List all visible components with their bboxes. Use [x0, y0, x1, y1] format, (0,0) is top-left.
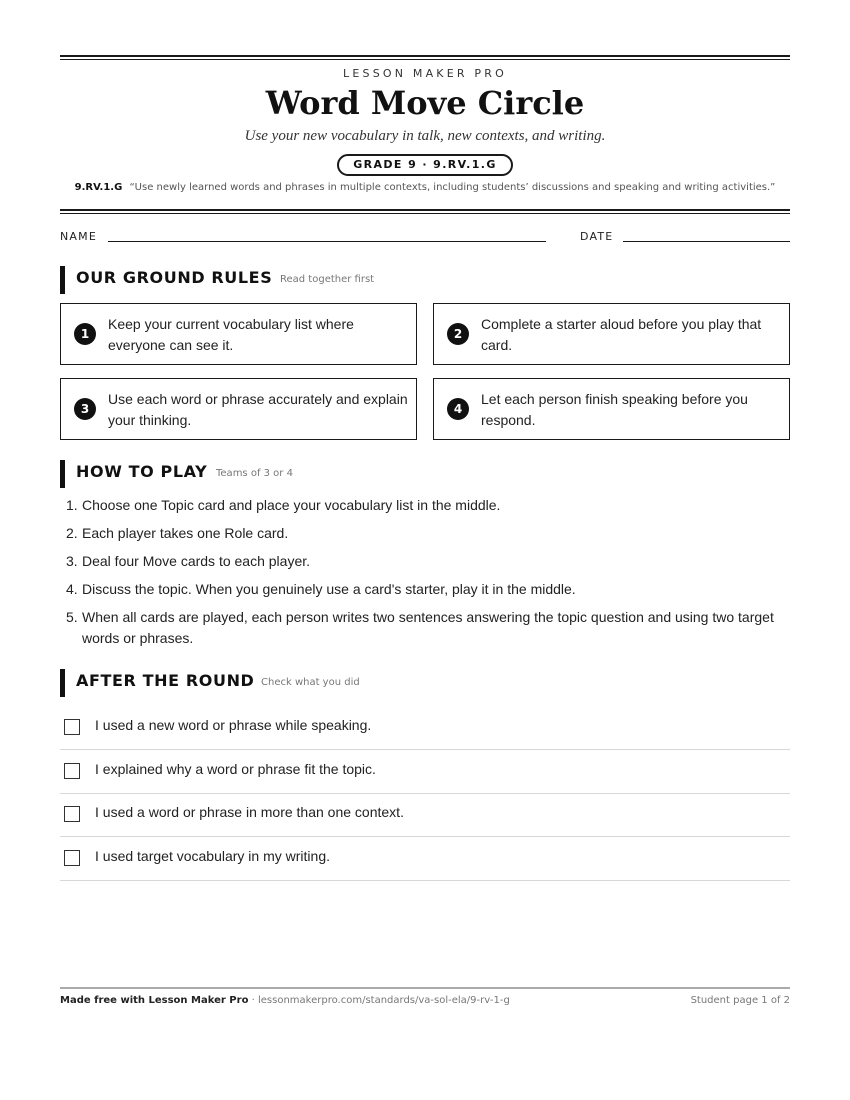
step-number: 4.	[66, 581, 78, 597]
rule-text: Use each word or phrase accurately and explain your thinking.	[108, 391, 408, 428]
checklist-text: I used a word or phrase in more than one context.	[95, 804, 404, 820]
checklist-text: I used target vocabulary in my writing.	[95, 848, 330, 864]
step-item	[60, 551, 790, 572]
after-round-header	[60, 669, 790, 697]
page-title: Word Move Circle	[265, 84, 585, 122]
rule-card-1	[60, 303, 417, 365]
rule-text: Let each person finish speaking before you respond.	[481, 391, 748, 428]
grade-pill-wrap	[60, 153, 790, 176]
rule-text: Complete a starter aloud before you play that card.	[481, 316, 762, 353]
brand-label: LESSON MAKER PRO	[343, 67, 507, 80]
footer-page-number: Student page 1 of 2	[690, 995, 790, 1006]
checklist-item-3	[60, 792, 790, 837]
rule-card-2	[433, 303, 790, 365]
rule-number-badge: 4	[447, 398, 469, 420]
checklist-item-2	[60, 749, 790, 794]
section-note: Check what you did	[261, 677, 360, 688]
standard-line	[60, 182, 790, 193]
footer-separator: ·	[248, 995, 258, 1006]
rule-number-badge: 3	[74, 398, 96, 420]
rule-number-badge: 1	[74, 323, 96, 345]
step-item	[60, 607, 790, 649]
step-item	[60, 495, 790, 516]
checkbox[interactable]	[64, 763, 80, 779]
step-number: 3.	[66, 553, 78, 569]
step-number: 2.	[66, 525, 78, 541]
checkbox[interactable]	[64, 806, 80, 822]
checklist-item-4	[60, 836, 790, 881]
section-title: HOW TO PLAY	[76, 462, 208, 481]
step-text: Deal four Move cards to each player.	[82, 553, 311, 569]
name-label: NAME	[60, 230, 97, 243]
top-rule-thin	[60, 59, 790, 60]
rule-number-badge: 2	[447, 323, 469, 345]
date-field[interactable]	[623, 241, 790, 242]
footer-credit	[60, 995, 510, 1006]
rule-card-3	[60, 378, 417, 440]
footer-url[interactable]: lessonmakerpro.com/standards/va-sol-ela/9-rv-1-g	[257, 995, 510, 1006]
header-rule-thick	[60, 209, 790, 211]
standard-code: 9.RV.1.G	[74, 182, 123, 193]
worksheet-page	[60, 0, 790, 1100]
step-number: 1.	[66, 497, 78, 513]
how-to-play-header	[60, 460, 790, 488]
page-subtitle: Use your new vocabulary in talk, new contexts, and writing.	[244, 128, 606, 144]
checklist-item-1	[60, 705, 790, 750]
checklist-text: I explained why a word or phrase fit the topic.	[95, 761, 376, 777]
rule-card-4	[433, 378, 790, 440]
section-bar	[60, 669, 65, 697]
step-text: When all cards are played, each person writes two sentences answering the topic question and using two target words or phrases.	[82, 609, 774, 646]
checklist-text: I used a new word or phrase while speaking.	[95, 717, 372, 733]
standard-text: “Use newly learned words and phrases in multiple contexts, including students’ discussions and speaking and writing activities.”	[129, 182, 776, 193]
step-number: 5.	[66, 609, 78, 625]
checkbox[interactable]	[64, 850, 80, 866]
step-text: Discuss the topic. When you genuinely use a card's starter, play it in the middle.	[82, 581, 576, 597]
header-rule-thin	[60, 213, 790, 214]
rule-text: Keep your current vocabulary list where everyone can see it.	[108, 316, 354, 353]
name-field[interactable]	[108, 241, 546, 242]
top-rule-thick	[60, 55, 790, 57]
footer-rule	[60, 987, 790, 989]
step-item	[60, 579, 790, 600]
grade-badge: GRADE 9 · 9.RV.1.G	[337, 154, 513, 176]
section-bar	[60, 460, 65, 488]
section-note: Teams of 3 or 4	[216, 468, 293, 479]
section-title: OUR GROUND RULES	[76, 268, 273, 287]
checkbox[interactable]	[64, 719, 80, 735]
step-text: Each player takes one Role card.	[82, 525, 289, 541]
steps-list	[60, 495, 790, 656]
date-label: DATE	[580, 230, 614, 243]
footer-made-with: Made free with Lesson Maker Pro	[60, 995, 249, 1006]
step-item	[60, 523, 790, 544]
section-bar	[60, 266, 65, 294]
section-title: AFTER THE ROUND	[76, 671, 255, 690]
ground-rules-header	[60, 266, 790, 294]
step-text: Choose one Topic card and place your vocabulary list in the middle.	[82, 497, 501, 513]
section-note: Read together first	[280, 274, 375, 285]
